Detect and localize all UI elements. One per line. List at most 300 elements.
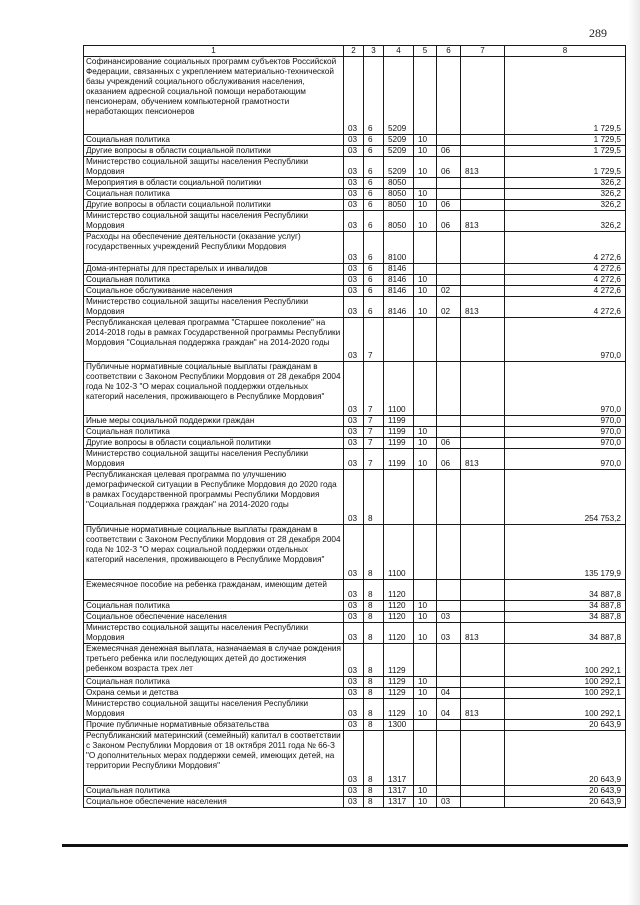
expense-type-cell: [461, 146, 505, 157]
subchapter-cell: [437, 580, 461, 601]
table-row: [84, 427, 626, 438]
subchapter-cell: [437, 178, 461, 189]
table-row: [84, 525, 626, 580]
subchapter-cell: [437, 644, 461, 677]
amount-cell: 4 272,6: [505, 275, 626, 286]
table-row: [84, 135, 626, 146]
section-cell: 03: [344, 699, 364, 720]
row-name-cell: Социальная политика: [84, 427, 344, 438]
section-cell: 03: [344, 731, 364, 786]
subsection-cell: 8: [364, 470, 384, 525]
section-cell: 03: [344, 416, 364, 427]
table-row: [84, 449, 626, 470]
subsection-cell: 6: [364, 135, 384, 146]
expense-type-cell: [461, 416, 505, 427]
table-row: [84, 178, 626, 189]
subchapter-cell: 03: [437, 612, 461, 623]
subchapter-cell: 03: [437, 797, 461, 808]
chapter-cell: [414, 731, 437, 786]
target-article-cell: 8050: [384, 178, 414, 189]
target-article-cell: [384, 470, 414, 525]
row-name-cell: Публичные нормативные социальные выплаты гражданам в соответствии с Законом Республики Мордовия от 28 декабря 2004 года № 102-З "О мерах социальной поддержки отдельных категорий населения, проживающего в Республике Мордовия": [84, 525, 344, 580]
chapter-cell: 10: [414, 157, 437, 178]
section-cell: 03: [344, 644, 364, 677]
amount-cell: 254 753,2: [505, 470, 626, 525]
table-row: [84, 275, 626, 286]
expense-type-cell: [461, 601, 505, 612]
subchapter-cell: 06: [437, 449, 461, 470]
expense-type-cell: [461, 264, 505, 275]
subchapter-cell: 02: [437, 297, 461, 318]
subsection-cell: 8: [364, 797, 384, 808]
target-article-cell: 8146: [384, 297, 414, 318]
table-row: [84, 146, 626, 157]
target-article-cell: 1129: [384, 699, 414, 720]
target-article-cell: 8146: [384, 275, 414, 286]
expense-type-cell: [461, 580, 505, 601]
section-cell: 03: [344, 612, 364, 623]
table-row: [84, 580, 626, 601]
target-article-cell: 1129: [384, 688, 414, 699]
amount-cell: 1 729,5: [505, 157, 626, 178]
subsection-cell: 6: [364, 157, 384, 178]
target-article-cell: 1199: [384, 449, 414, 470]
section-cell: 03: [344, 178, 364, 189]
amount-cell: 100 292,1: [505, 688, 626, 699]
chapter-cell: 10: [414, 612, 437, 623]
subchapter-cell: 06: [437, 200, 461, 211]
expense-type-cell: [461, 232, 505, 264]
target-article-cell: 1120: [384, 580, 414, 601]
amount-cell: 326,2: [505, 189, 626, 200]
page-number: 289: [589, 26, 607, 40]
target-article-cell: [384, 318, 414, 362]
subsection-cell: 8: [364, 720, 384, 731]
amount-cell: 970,0: [505, 449, 626, 470]
amount-cell: 100 292,1: [505, 699, 626, 720]
section-cell: 03: [344, 623, 364, 644]
target-article-cell: 1199: [384, 438, 414, 449]
amount-cell: 970,0: [505, 438, 626, 449]
amount-cell: 20 643,9: [505, 786, 626, 797]
row-name-cell: Министерство социальной защиты населения Республики Мордовия: [84, 623, 344, 644]
section-cell: 03: [344, 264, 364, 275]
target-article-cell: 1120: [384, 623, 414, 644]
table-row: [84, 189, 626, 200]
subchapter-cell: 06: [437, 157, 461, 178]
row-name-cell: Другие вопросы в области социальной политики: [84, 438, 344, 449]
row-name-cell: Республиканская целевая программа по улучшению демографической ситуации в Республике Мордовия до 2020 года в рамках Государственной программы Республики Мордовия "Социальная поддержка граждан" на 2014-2020 годы: [84, 470, 344, 525]
table-row: [84, 677, 626, 688]
expense-type-cell: [461, 688, 505, 699]
amount-cell: 34 887,8: [505, 623, 626, 644]
subchapter-cell: [437, 416, 461, 427]
expense-type-cell: [461, 797, 505, 808]
expense-type-cell: [461, 470, 505, 525]
amount-cell: 20 643,9: [505, 731, 626, 786]
section-cell: 03: [344, 275, 364, 286]
amount-cell: 100 292,1: [505, 644, 626, 677]
column-header: 2: [344, 46, 364, 57]
row-name-cell: Министерство социальной защиты населения Республики Мордовия: [84, 699, 344, 720]
subsection-cell: 6: [364, 264, 384, 275]
subsection-cell: 6: [364, 146, 384, 157]
section-cell: 03: [344, 135, 364, 146]
expense-type-cell: [461, 438, 505, 449]
chapter-cell: 10: [414, 297, 437, 318]
row-name-cell: Ежемесячная денежная выплата, назначаемая в случае рождения третьего ребенка или последующих детей до достижения ребенком возраста трех лет: [84, 644, 344, 677]
budget-table: [83, 45, 626, 808]
chapter-cell: 10: [414, 797, 437, 808]
subchapter-cell: [437, 470, 461, 525]
target-article-cell: 1129: [384, 677, 414, 688]
chapter-cell: 10: [414, 275, 437, 286]
expense-type-cell: 813: [461, 211, 505, 232]
amount-cell: 326,2: [505, 178, 626, 189]
chapter-cell: 10: [414, 688, 437, 699]
amount-cell: 326,2: [505, 200, 626, 211]
chapter-cell: [414, 362, 437, 416]
target-article-cell: 1317: [384, 786, 414, 797]
amount-cell: 970,0: [505, 318, 626, 362]
section-cell: 03: [344, 688, 364, 699]
subsection-cell: 6: [364, 178, 384, 189]
subsection-cell: 7: [364, 362, 384, 416]
row-name-cell: Социальная политика: [84, 275, 344, 286]
section-cell: 03: [344, 427, 364, 438]
target-article-cell: 5209: [384, 146, 414, 157]
amount-cell: 4 272,6: [505, 286, 626, 297]
subchapter-cell: [437, 232, 461, 264]
expense-type-cell: [461, 275, 505, 286]
table-row: [84, 297, 626, 318]
amount-cell: 1 729,5: [505, 135, 626, 146]
subchapter-cell: 03: [437, 623, 461, 644]
subchapter-cell: [437, 57, 461, 135]
chapter-cell: [414, 525, 437, 580]
table-row: [84, 470, 626, 525]
expense-type-cell: [461, 786, 505, 797]
column-header: 1: [84, 46, 344, 57]
table-row: [84, 264, 626, 275]
row-name-cell: Министерство социальной защиты населения Республики Мордовия: [84, 297, 344, 318]
amount-cell: 1 729,5: [505, 146, 626, 157]
expense-type-cell: 813: [461, 449, 505, 470]
subsection-cell: 7: [364, 318, 384, 362]
chapter-cell: 10: [414, 699, 437, 720]
subsection-cell: 8: [364, 688, 384, 699]
target-article-cell: 5209: [384, 135, 414, 146]
table-row: [84, 601, 626, 612]
subsection-cell: 7: [364, 449, 384, 470]
section-cell: 03: [344, 786, 364, 797]
chapter-cell: 10: [414, 623, 437, 644]
column-header: 4: [384, 46, 414, 57]
table-row: [84, 438, 626, 449]
subsection-cell: 6: [364, 275, 384, 286]
table-row: [84, 362, 626, 416]
table-row: [84, 688, 626, 699]
subsection-cell: 8: [364, 623, 384, 644]
amount-cell: 970,0: [505, 427, 626, 438]
section-cell: 03: [344, 449, 364, 470]
row-name-cell: Социальная политика: [84, 135, 344, 146]
target-article-cell: 8100: [384, 232, 414, 264]
expense-type-cell: [461, 612, 505, 623]
table-row: [84, 318, 626, 362]
column-header: 5: [414, 46, 437, 57]
target-article-cell: 5209: [384, 57, 414, 135]
expense-type-cell: 813: [461, 699, 505, 720]
subchapter-cell: 06: [437, 211, 461, 232]
chapter-cell: [414, 644, 437, 677]
row-name-cell: Мероприятия в области социальной политики: [84, 178, 344, 189]
amount-cell: 34 887,8: [505, 612, 626, 623]
chapter-cell: 10: [414, 200, 437, 211]
row-name-cell: Софинансирование социальных программ субъектов Российской Федерации, связанных с укреплением материально-технической базы учреждений социального обслуживания населения, оказанием адресной социальной помощи неработающим пенсионерам, обучением компьютерной грамотности неработающих пенсионеров: [84, 57, 344, 135]
chapter-cell: [414, 318, 437, 362]
subsection-cell: 8: [364, 601, 384, 612]
subchapter-cell: 06: [437, 438, 461, 449]
row-name-cell: Расходы на обеспечение деятельности (оказание услуг) государственных учреждений Республики Мордовия: [84, 232, 344, 264]
row-name-cell: Социальное обслуживание населения: [84, 286, 344, 297]
amount-cell: 20 643,9: [505, 720, 626, 731]
chapter-cell: 10: [414, 146, 437, 157]
row-name-cell: Социальная политика: [84, 189, 344, 200]
subchapter-cell: [437, 427, 461, 438]
chapter-cell: [414, 264, 437, 275]
amount-cell: 4 272,6: [505, 232, 626, 264]
subchapter-cell: [437, 731, 461, 786]
chapter-cell: [414, 178, 437, 189]
subchapter-cell: [437, 318, 461, 362]
target-article-cell: 8050: [384, 211, 414, 232]
subsection-cell: 8: [364, 580, 384, 601]
expense-type-cell: [461, 178, 505, 189]
subsection-cell: 7: [364, 427, 384, 438]
bottom-divider: [62, 844, 632, 847]
section-cell: 03: [344, 580, 364, 601]
target-article-cell: 1120: [384, 612, 414, 623]
table-row: [84, 286, 626, 297]
expense-type-cell: [461, 362, 505, 416]
target-article-cell: 1317: [384, 731, 414, 786]
row-name-cell: Социальная политика: [84, 677, 344, 688]
subsection-cell: 8: [364, 699, 384, 720]
subsection-cell: 6: [364, 211, 384, 232]
subchapter-cell: [437, 677, 461, 688]
section-cell: 03: [344, 720, 364, 731]
subchapter-cell: [437, 601, 461, 612]
table-row: [84, 731, 626, 786]
section-cell: 03: [344, 297, 364, 318]
chapter-cell: [414, 720, 437, 731]
chapter-cell: 10: [414, 601, 437, 612]
target-article-cell: 1120: [384, 601, 414, 612]
chapter-cell: 10: [414, 211, 437, 232]
row-name-cell: Другие вопросы в области социальной политики: [84, 146, 344, 157]
chapter-cell: 10: [414, 438, 437, 449]
amount-cell: 20 643,9: [505, 797, 626, 808]
subsection-cell: 8: [364, 786, 384, 797]
table-header-row: [84, 46, 626, 57]
target-article-cell: 5209: [384, 157, 414, 178]
amount-cell: 135 179,9: [505, 525, 626, 580]
section-cell: 03: [344, 57, 364, 135]
amount-cell: 34 887,8: [505, 580, 626, 601]
amount-cell: 970,0: [505, 362, 626, 416]
row-name-cell: Социальная политика: [84, 601, 344, 612]
row-name-cell: Ежемесячное пособие на ребенка гражданам, имеющим детей: [84, 580, 344, 601]
target-article-cell: 1100: [384, 362, 414, 416]
section-cell: 03: [344, 362, 364, 416]
subsection-cell: 8: [364, 644, 384, 677]
subchapter-cell: 06: [437, 146, 461, 157]
chapter-cell: 10: [414, 286, 437, 297]
section-cell: 03: [344, 470, 364, 525]
expense-type-cell: [461, 720, 505, 731]
section-cell: 03: [344, 797, 364, 808]
expense-type-cell: [461, 286, 505, 297]
table-row: [84, 644, 626, 677]
section-cell: 03: [344, 189, 364, 200]
row-name-cell: Социальная политика: [84, 786, 344, 797]
table-row: [84, 797, 626, 808]
section-cell: 03: [344, 677, 364, 688]
expense-type-cell: [461, 644, 505, 677]
section-cell: 03: [344, 200, 364, 211]
subsection-cell: 6: [364, 297, 384, 318]
target-article-cell: 1199: [384, 416, 414, 427]
subsection-cell: 8: [364, 731, 384, 786]
subsection-cell: 6: [364, 232, 384, 264]
table-row: [84, 232, 626, 264]
expense-type-cell: [461, 427, 505, 438]
target-article-cell: 1129: [384, 644, 414, 677]
row-name-cell: Социальное обеспечение населения: [84, 612, 344, 623]
subsection-cell: 7: [364, 416, 384, 427]
table-row: [84, 157, 626, 178]
column-header: 7: [461, 46, 505, 57]
subchapter-cell: 04: [437, 688, 461, 699]
table-row: [84, 786, 626, 797]
subchapter-cell: [437, 264, 461, 275]
table-row: [84, 612, 626, 623]
row-name-cell: Республиканский материнский (семейный) капитал в соответствии с Законом Республики Мордовия от 18 октября 2011 года № 66-З "О дополнительных мерах поддержки семей, имеющих детей, на территории Республики Мордовия": [84, 731, 344, 786]
target-article-cell: 1317: [384, 797, 414, 808]
table-row: [84, 200, 626, 211]
column-header: 6: [437, 46, 461, 57]
subsection-cell: 6: [364, 57, 384, 135]
chapter-cell: 10: [414, 427, 437, 438]
expense-type-cell: 813: [461, 623, 505, 644]
target-article-cell: 8050: [384, 189, 414, 200]
column-header: 8: [505, 46, 626, 57]
row-name-cell: Дома-интернаты для престарелых и инвалидов: [84, 264, 344, 275]
column-header: 3: [364, 46, 384, 57]
amount-cell: 1 729,5: [505, 57, 626, 135]
table-row: [84, 699, 626, 720]
section-cell: 03: [344, 157, 364, 178]
row-name-cell: Прочие публичные нормативные обязательства: [84, 720, 344, 731]
subsection-cell: 8: [364, 525, 384, 580]
expense-type-cell: [461, 525, 505, 580]
subsection-cell: 8: [364, 677, 384, 688]
section-cell: 03: [344, 525, 364, 580]
table-row: [84, 416, 626, 427]
section-cell: 03: [344, 232, 364, 264]
chapter-cell: [414, 232, 437, 264]
row-name-cell: Другие вопросы в области социальной политики: [84, 200, 344, 211]
subchapter-cell: [437, 275, 461, 286]
subchapter-cell: [437, 135, 461, 146]
subsection-cell: 8: [364, 612, 384, 623]
row-name-cell: Охрана семьи и детства: [84, 688, 344, 699]
table-row: [84, 211, 626, 232]
subchapter-cell: [437, 362, 461, 416]
amount-cell: 34 887,8: [505, 601, 626, 612]
expense-type-cell: [461, 189, 505, 200]
amount-cell: 4 272,6: [505, 297, 626, 318]
section-cell: 03: [344, 601, 364, 612]
row-name-cell: Социальное обеспечение населения: [84, 797, 344, 808]
scan-edge: [628, 0, 640, 905]
chapter-cell: 10: [414, 189, 437, 200]
chapter-cell: 10: [414, 135, 437, 146]
subchapter-cell: [437, 189, 461, 200]
chapter-cell: 10: [414, 786, 437, 797]
expense-type-cell: [461, 57, 505, 135]
chapter-cell: [414, 57, 437, 135]
subchapter-cell: [437, 525, 461, 580]
table-row: [84, 57, 626, 135]
target-article-cell: 1300: [384, 720, 414, 731]
table-row: [84, 720, 626, 731]
expense-type-cell: [461, 731, 505, 786]
expense-type-cell: [461, 677, 505, 688]
target-article-cell: 1100: [384, 525, 414, 580]
row-name-cell: Публичные нормативные социальные выплаты гражданам в соответствии с Законом Республики Мордовия от 28 декабря 2004 года № 102-З "О мерах социальной поддержки отдельных категорий населения, проживающего в Республике Мордовия": [84, 362, 344, 416]
subsection-cell: 6: [364, 189, 384, 200]
row-name-cell: Министерство социальной защиты населения Республики Мордовия: [84, 211, 344, 232]
table-row: [84, 623, 626, 644]
subchapter-cell: 04: [437, 699, 461, 720]
expense-type-cell: 813: [461, 297, 505, 318]
row-name-cell: Иные меры социальной поддержки граждан: [84, 416, 344, 427]
section-cell: 03: [344, 211, 364, 232]
chapter-cell: [414, 416, 437, 427]
chapter-cell: [414, 470, 437, 525]
amount-cell: 4 272,6: [505, 264, 626, 275]
subsection-cell: 6: [364, 286, 384, 297]
target-article-cell: 8050: [384, 200, 414, 211]
expense-type-cell: 813: [461, 157, 505, 178]
section-cell: 03: [344, 146, 364, 157]
row-name-cell: Министерство социальной защиты населения Республики Мордовия: [84, 157, 344, 178]
chapter-cell: 10: [414, 677, 437, 688]
subchapter-cell: [437, 720, 461, 731]
expense-type-cell: [461, 318, 505, 362]
target-article-cell: 1199: [384, 427, 414, 438]
section-cell: 03: [344, 438, 364, 449]
chapter-cell: 10: [414, 449, 437, 470]
subchapter-cell: 02: [437, 286, 461, 297]
target-article-cell: 8146: [384, 286, 414, 297]
target-article-cell: 8146: [384, 264, 414, 275]
subchapter-cell: [437, 786, 461, 797]
expense-type-cell: [461, 135, 505, 146]
amount-cell: 326,2: [505, 211, 626, 232]
